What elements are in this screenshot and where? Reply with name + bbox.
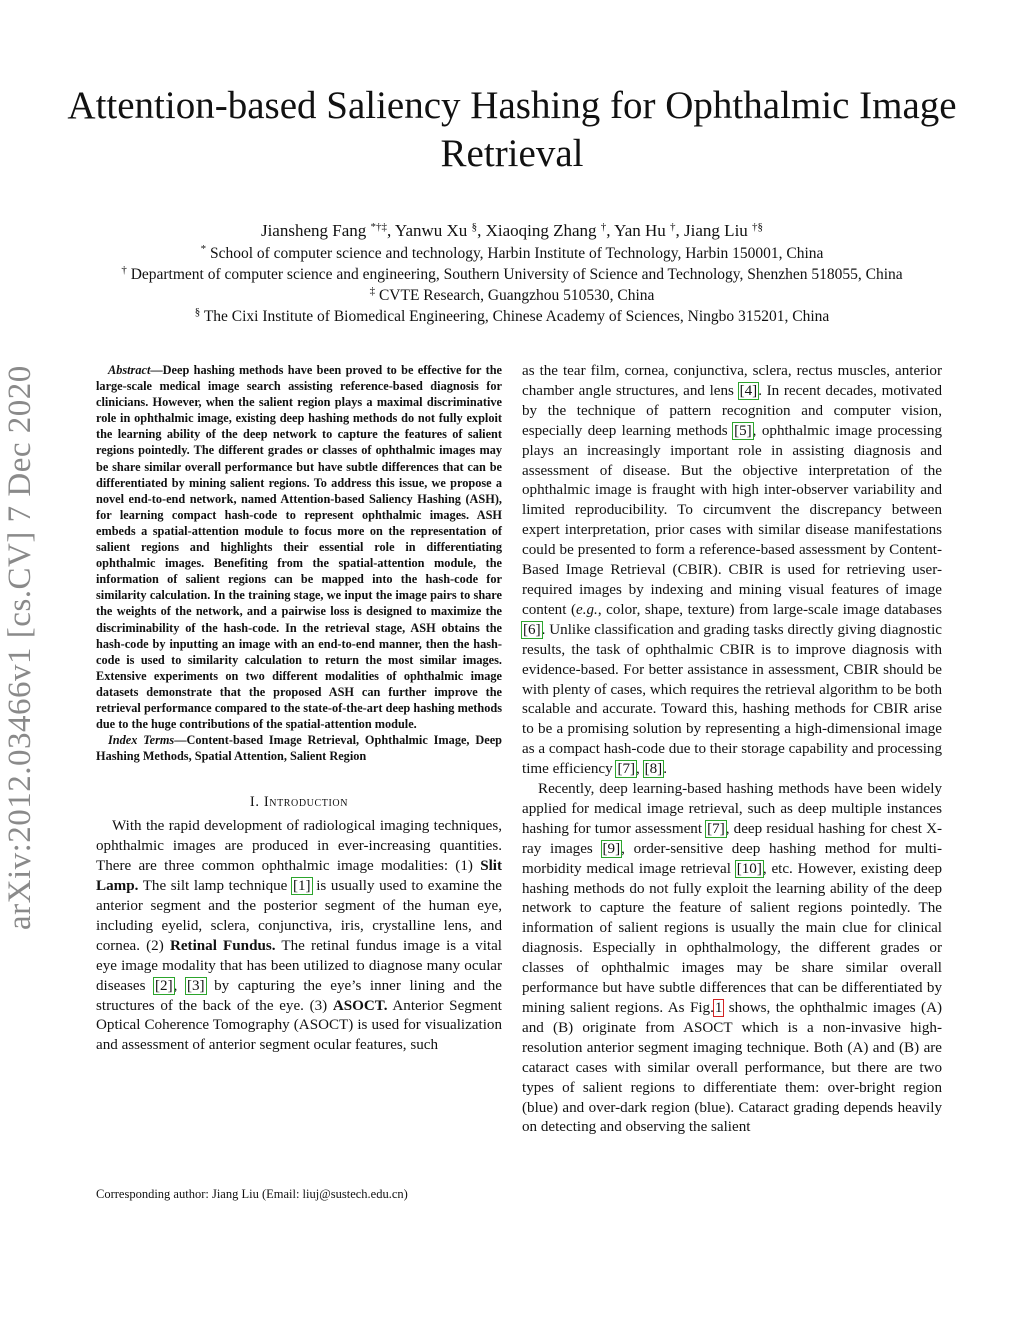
paper-title: Attention-based Saliency Hashing for Ophthalmic Image Retrieval [67, 84, 957, 175]
author-name: Jiansheng Fang [260, 221, 367, 240]
text-run: The silt lamp technique [138, 878, 292, 895]
affiliation [20, 244, 1004, 264]
affiliation [20, 265, 1004, 285]
author-name: Xiaoqing Zhang [485, 221, 597, 240]
figure-link[interactable]: 1 [714, 1000, 723, 1016]
text-run: . In recent decades, motivated by the technique of pattern recognition and computer vision, especially deep learning methods [522, 382, 942, 439]
left-column [96, 362, 502, 1056]
footnote: Corresponding author: Jiang Liu (Email: liuj@sustech.edu.cn) [96, 1187, 408, 1201]
text-run: Recently, deep learning-based hashing methods have been widely applied for medical image retrieval, such as deep multiple instances hashing for tumor assessment [522, 781, 942, 837]
abstract-label: Abstract [108, 363, 151, 377]
text-run: Anterior Segment Optical Coherence Tomography (ASOCT) is used for visualization and assessment of anterior segment ocular features, such [96, 997, 502, 1054]
affiliation-mark: ‡ [369, 285, 376, 297]
arxiv-stamp: arXiv:2012.03466v1 [cs.CV] 7 Dec 2020 [2, 365, 38, 930]
section-title: Introduction [263, 794, 349, 811]
intro-body-continued [522, 362, 942, 1138]
author-name: Jiang Liu [684, 221, 748, 240]
citation-link[interactable]: [3] [186, 977, 205, 994]
author-marks: † [670, 221, 676, 233]
text-run: , order-sensitive deep hashing method for multi-morbidity medical image retrieval [522, 840, 942, 877]
citation-link[interactable]: [2] [155, 977, 173, 994]
intro-paragraph [522, 780, 942, 1138]
affiliation-mark: § [194, 306, 201, 318]
citation-link[interactable]: [4] [739, 382, 758, 399]
section-number: I. [249, 794, 260, 811]
text-run: , ophthalmic image processing plays an increasingly important role in assisting diagnosis and assessment of disease. But the objective interpretation of the ophthalmic image is fraught with high inter-observer variability and limited reproducibility. To circumvent the discrepancy between expert interpretation, prior cases with similar disease manifestations could be presented to form a reference-based assessment by Content-Based Image Retrieval (CBIR). CBIR is used for retrieving user-required images by indexing and mining visual features of image content ( [522, 422, 942, 618]
author-marks: § [471, 221, 478, 233]
author-name: Yan Hu [614, 221, 666, 240]
author-name: Yanwu Xu [394, 221, 468, 240]
text-run: by capturing the eye’s inner lining and the structures of the back of the eye. (3) [96, 977, 503, 1014]
citation-link[interactable]: [9] [602, 840, 621, 857]
index-terms-label: Index Terms [108, 733, 175, 748]
author-marks: *†‡ [370, 221, 387, 233]
author-marks: †§ [752, 221, 764, 233]
affiliation-text: The Cixi Institute of Biomedical Engineering, Chinese Academy of Sciences, Ningbo 315201, China [203, 308, 830, 325]
intro-body [96, 817, 502, 1056]
text-run: . [663, 761, 667, 778]
affiliation-text: School of computer science and technology, Harbin Institute of Technology, Harbin 150001, China [209, 245, 824, 262]
abstract-text: Deep hashing methods have been proved to be effective for the large-scale medical image search assisting reference-based diagnosis for clinicians. However, when the salient region plays a maximal discriminative role in ophthalmic image, existing deep hashing methods do not fully exploit the learning ability of the deep network to capture the features of salient regions pointedly. The different grades or classes of ophthalmic images may be share similar overall performance but have subtle differences that can be differentiated by mining salient regions. To address this issue, we propose a novel end-to-end network, named Attention-based Saliency Hashing (ASH), for learning compact hash-code to represent ophthalmic images. ASH embeds a spatial-attention module to focus more on the representation of salient regions and highlights their essential role in differentiating ophthalmic images. Benefiting from the spatial-attention module, the information of salient regions can be mapped into the hash-code for similarity calculation. In the training stage, we input the image pairs to share the weights of the network, and a pairwise loss is designed to maximize the discriminability of the hash-code. In the retrieval stage, ASH obtains the hash-code by inputting an image with an end-to-end manner, then the hash-code is used to similarity calculation to return the most similar images. Extensive experiments on two different modalities of ophthalmic image datasets demonstrate that the proposed ASH can further improve the retrieval performance compared to the state-of-the-art deep hashing methods due to the huge contributions of the spatial-attention module. [96, 363, 502, 732]
text-run: , deep residual hashing for chest X-ray images [522, 820, 942, 857]
text-run: The retinal fundus image is a vital eye image modality that has been utilized to diagnose many ocular diseases [96, 937, 502, 994]
right-column [522, 362, 942, 1138]
index-terms-text: Content-based Image Retrieval, Ophthalmic Image, Deep Hashing Methods, Spatial Attention, Salient Region [96, 733, 502, 764]
citation-link[interactable]: [8] [644, 761, 663, 778]
modality-label: ASOCT. [332, 997, 388, 1014]
text-run: , etc. However, existing deep hashing methods do not fully exploit the learning ability of the deep network to capture the feature of salient regions pointedly. The information of salient regions is usually the main clue for clinical diagnosis. Especially in ophthalmology, the different grades or classes of ophthalmic images may be share similar overall performance but have subtle differences that can be differentiated by mining salient regions. As Fig. [522, 860, 942, 1016]
affiliation [20, 307, 1004, 327]
text-run: , [636, 761, 644, 778]
modality-label: Retinal Fundus. [169, 937, 276, 954]
citation-link[interactable]: [1] [292, 878, 311, 895]
modality-label: Slit Lamp. [96, 858, 502, 895]
text-run: . Unlike classification and grading tasks directly giving diagnostic results, the task of ophthalmic CBIR is to improve diagnosis with evidence-based. For better assistance in assessment, CBIR should be with plenty of cases, which requires the retrieval algorithm to be both scalable and accurate. Toward this, hashing methods for CBIR arise to be a promising solution by representing a high-dimensional image as a compact hash-code due to their storage capability and processing time efficiency [522, 621, 942, 778]
intro-paragraph [522, 362, 942, 780]
affiliation-text: CVTE Research, Guangzhou 510530, China [378, 287, 655, 304]
text-run: is usually used to examine the anterior segment and the posterior segment of the human eye, including eyelid, sclera, conjunctiva, iris, crystalline lens, and cornea. (2) [96, 878, 502, 954]
citation-link[interactable]: [7] [707, 820, 725, 837]
text-run: shows, the ophthalmic images (A) and (B) originate from ASOCT which is a non-invasive high-resolution anterior segment imaging technique. Both (A) and (B) are cataract cases with similar overall performance, but there are two types of salient regions to differentiate them: over-bright region (blue) and over-dark region (blue). Cataract grading depends heavily on detecting and observing the salient [522, 1000, 943, 1136]
section-heading [96, 794, 502, 811]
text-run: as the tear film, cornea, conjunctiva, sclera, rectus muscles, anterior chamber angle structures, and lens [522, 363, 942, 399]
author-list: Jiansheng Fang *†‡, Yanwu Xu §, Xiaoqing Zhang †, Yan Hu †, Jiang Liu †§ [260, 221, 764, 240]
affiliation-text: Department of computer science and engineering, Southern University of Science and Technology, Shenzhen 518055, China [130, 266, 903, 283]
italic-run: e.g. [576, 601, 598, 618]
affiliation-mark: † [121, 264, 127, 276]
citation-link[interactable]: [7] [617, 761, 636, 778]
citation-link[interactable]: [10] [736, 860, 762, 877]
text-run: , color, shape, texture) from large-scale image databases [597, 601, 942, 618]
abstract: Abstract—Deep hashing methods have been proved to be effective for the large-scale medical image search assisting reference-based diagnosis for clinicians. However, when the salient region plays a maximal discriminative role in ophthalmic image, existing deep hashing methods do not fully exploit the learning ability of the deep network to capture the features of salient regions pointedly. The different grades or classes of ophthalmic images may be share similar overall performance but have subtle differences that can be differentiated by mining salient regions. To address this issue, we propose a novel end-to-end network, named Attention-based Saliency Hashing (ASH), for learning compact hash-code to represent ophthalmic images. ASH embeds a spatial-attention module to focus more on the representation of salient regions and highlights their essential role in differentiating ophthalmic images. Benefiting from the spatial-attention module, the information of salient regions can be mapped into the hash-code for similarity calculation. In the training stage, we input the image pairs to share the weights of the network, and a pairwise loss is designed to maximize the discriminability of the hash-code. In the retrieval stage, ASH obtains the hash-code by inputting an image with an end-to-end manner, then the hash-code is used to similarity calculation to return the most similar images. Extensive experiments on two different modalities of ophthalmic image datasets demonstrate that the proposed ASH can further improve the retrieval performance compared to the state-of-the-art deep hashing methods due to the huge contributions of the spatial-attention module. Index Terms—Content-based Image Retrieval, Ophthalmic Image, Deep Hashing Methods, Spatial Attention, Salient Region [96, 363, 502, 764]
author-marks: † [600, 221, 607, 233]
affiliation-mark: * [200, 243, 207, 255]
citation-link[interactable]: [6] [523, 621, 541, 638]
text-run: , [173, 977, 186, 994]
affiliation [20, 286, 1004, 306]
intro-paragraph [96, 817, 502, 1056]
text-run: With the rapid development of radiological imaging techniques, ophthalmic images are produced in ever-increasing quantities. There are three common ophthalmic image modalities: (1) [96, 818, 502, 875]
citation-link[interactable]: [5] [734, 422, 752, 439]
